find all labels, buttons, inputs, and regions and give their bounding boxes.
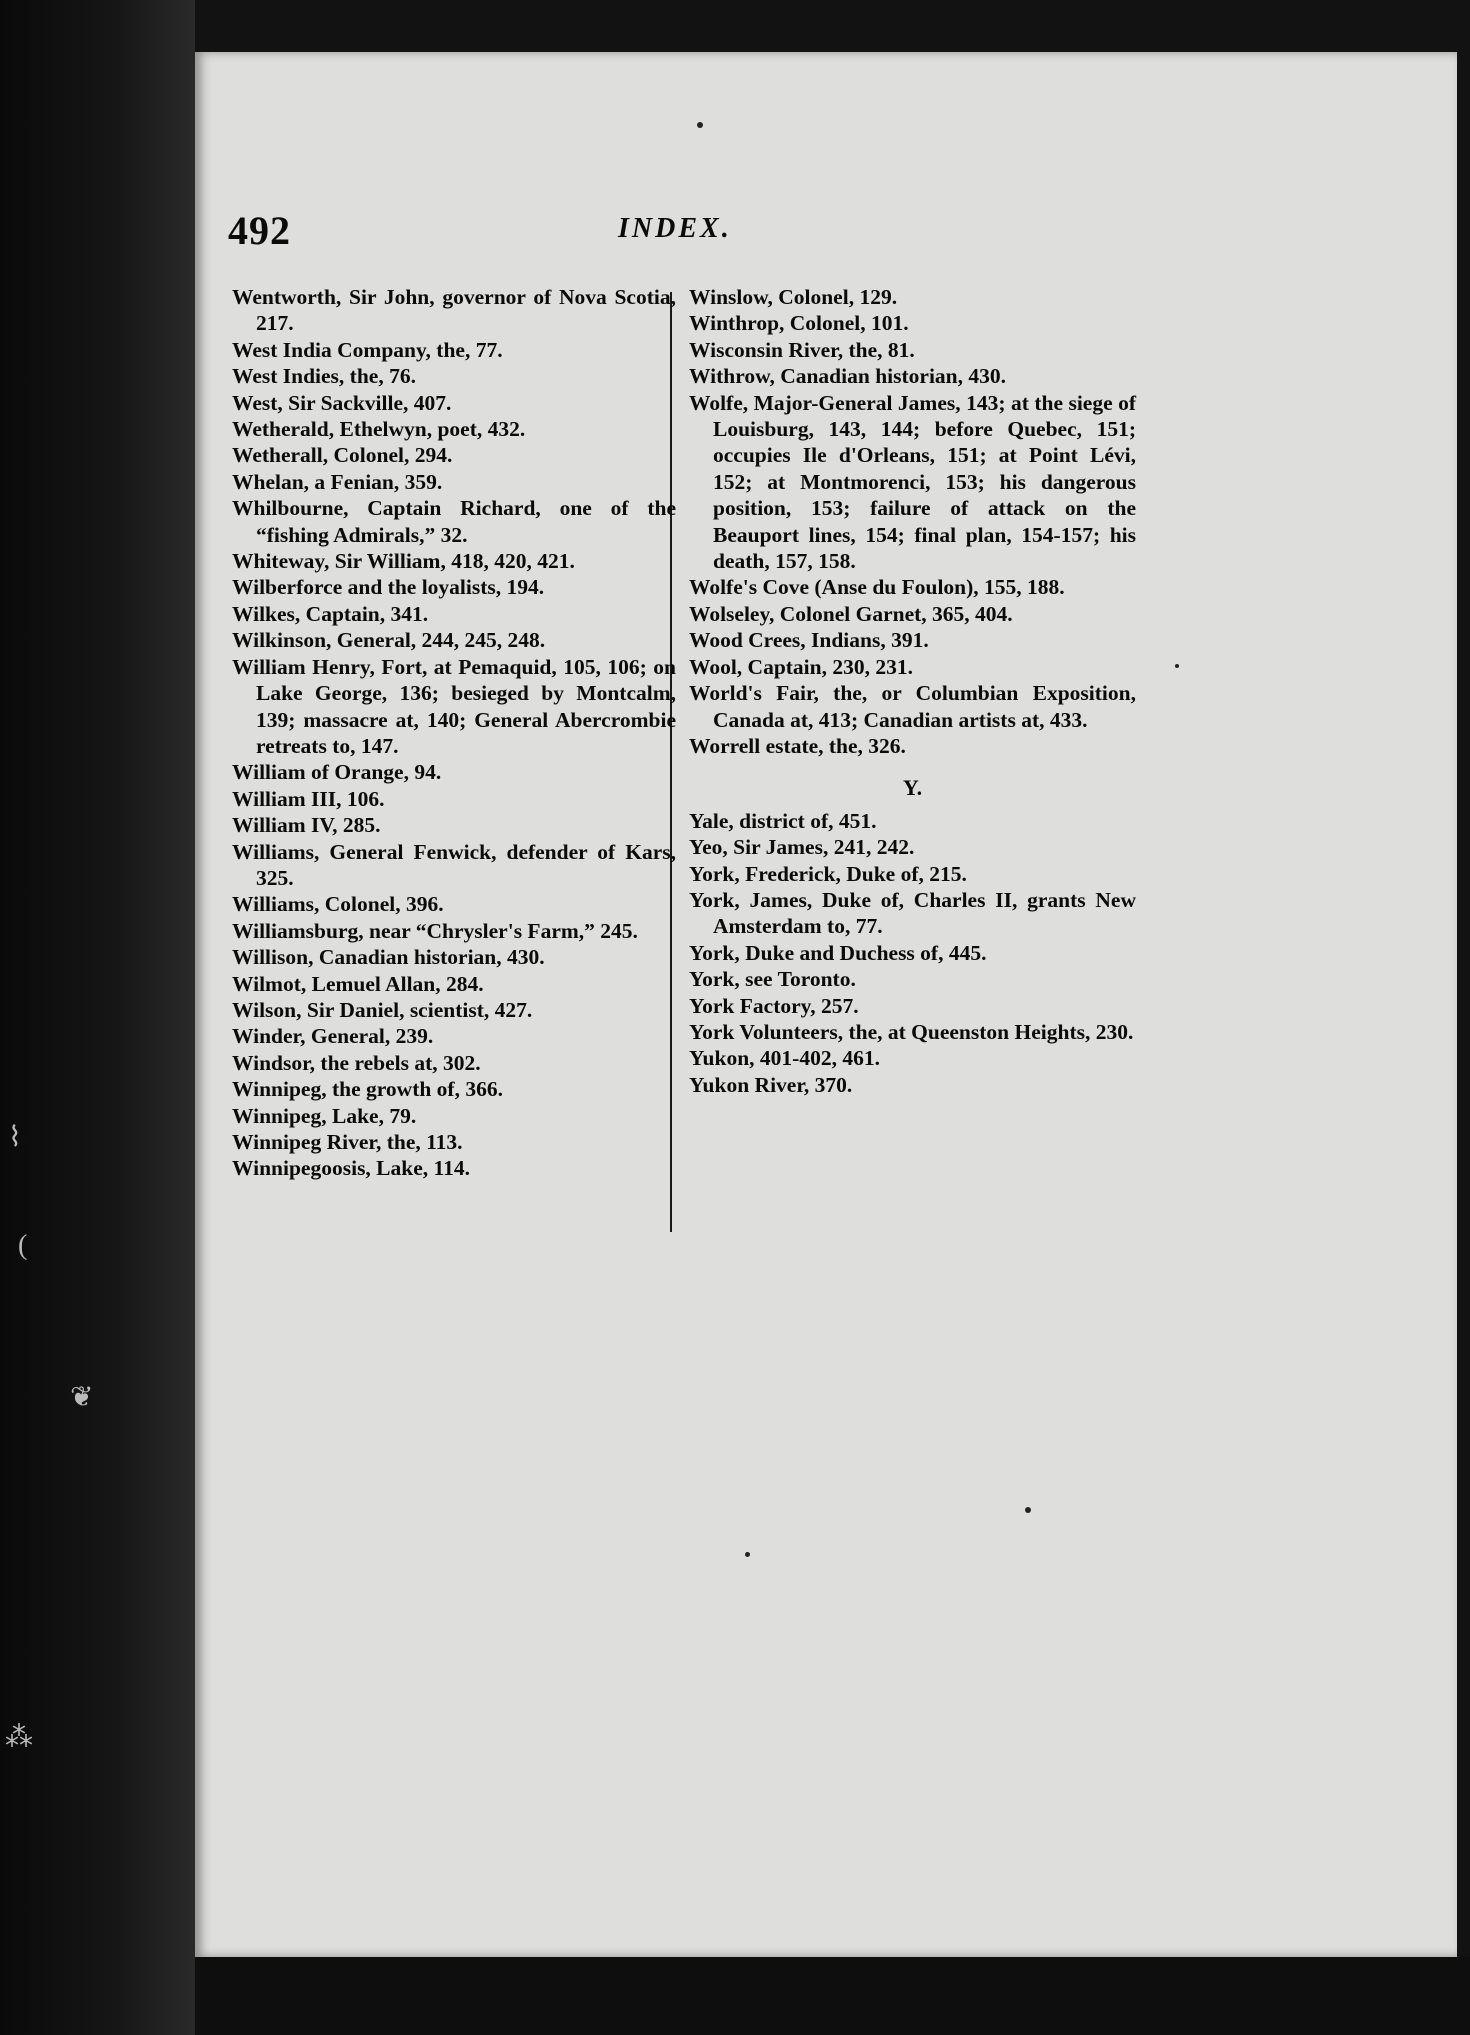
index-entry: Wilkinson, General, 244, 245, 248. <box>232 628 546 653</box>
index-entry: Winthrop, Colonel, 101. <box>689 311 909 336</box>
index-entry: Willison, Canadian historian, 430. <box>232 945 545 970</box>
dust-speck <box>1025 1507 1031 1513</box>
index-entry: Yukon, 401-402, 461. <box>689 1046 880 1071</box>
index-entry: Wood Crees, Indians, 391. <box>689 628 929 653</box>
index-entry: William III, 106. <box>232 786 385 811</box>
index-entry: Wilmot, Lemuel Allan, 284. <box>232 971 484 996</box>
index-entry: Yukon River, 370. <box>689 1072 853 1097</box>
index-entry: West India Company, the, 77. <box>232 337 503 362</box>
index-entry: Yale, district of, 451. <box>689 808 877 833</box>
index-entry: Wetherall, Colonel, 294. <box>232 443 453 468</box>
index-entry: Whilbourne, Captain Richard, one of the “fishing Admirals,” 32. <box>232 496 676 547</box>
index-entry: Wolfe, Major-General James, 143; at the siege of Louisburg, 143, 144; before Quebec, 151; occupies Ile d'Orleans, 151; at Point Lévi, 152; at Montmorenci, 153; his dangerous position, 153; failure of attack on the Beauport lines, 154; final plan, 154-157; his death, 157, 158. <box>689 390 1136 574</box>
index-entry: William Henry, Fort, at Pemaquid, 105, 106; on Lake George, 136; besieged by Montcalm, 139; massacre at, 140; General Abercrombie retreats to, 147. <box>232 654 676 758</box>
index-entry: Wolseley, Colonel Garnet, 365, 404. <box>689 601 1013 626</box>
index-entry: York Factory, 257. <box>689 993 859 1018</box>
index-entry: Worrell estate, the, 326. <box>689 733 906 758</box>
index-column-right <box>689 284 1136 1098</box>
index-entry: Winslow, Colonel, 129. <box>689 285 898 309</box>
index-entry: Williams, General Fenwick, defender of Kars, 325. <box>232 839 676 890</box>
page-number: 492 <box>228 208 291 253</box>
scan-bottom-edge <box>195 1957 1470 2035</box>
index-entry: Wilberforce and the loyalists, 194. <box>232 575 545 600</box>
index-entry: West Indies, the, 76. <box>232 364 416 389</box>
book-spine-edge <box>0 0 195 2035</box>
dust-speck <box>697 122 703 128</box>
section-letter-y: Y. <box>902 775 923 801</box>
index-entry: Winnipeg River, the, 113. <box>232 1130 463 1154</box>
index-entry: Yeo, Sir James, 241, 242. <box>689 835 915 860</box>
index-entry: York Volunteers, the, at Queenston Heights, 230. <box>689 1019 1134 1044</box>
index-entry: Winnipeg, Lake, 79. <box>232 1103 417 1128</box>
index-entry: Wentworth, Sir John, governor of Nova Scotia, 217. <box>232 285 676 336</box>
index-entry: Williamsburg, near “Chrysler's Farm,” 245. <box>232 918 638 943</box>
index-entry: William IV, 285. <box>232 813 381 838</box>
index-entry: York, James, Duke of, Charles II, grants New Amsterdam to, 77. <box>689 887 1136 939</box>
index-entry: York, Duke and Duchess of, 445. <box>689 940 987 965</box>
spine-speck: ⌇ <box>8 1122 22 1153</box>
page-header <box>0 205 1470 265</box>
index-entry: Wetherald, Ethelwyn, poet, 432. <box>232 417 526 442</box>
index-entry: Winnipeg, the growth of, 366. <box>232 1077 503 1102</box>
index-entry: Wolfe's Cove (Anse du Foulon), 155, 188. <box>689 575 1065 600</box>
spine-speck: ( <box>18 1230 28 1261</box>
dust-speck <box>1175 664 1179 668</box>
spine-speck: ⁂ <box>5 1722 33 1753</box>
index-entry: Wool, Captain, 230, 231. <box>689 654 913 679</box>
index-entry: Winnipegoosis, Lake, 114. <box>232 1156 470 1181</box>
index-entry: York, Frederick, Duke of, 215. <box>689 861 967 886</box>
index-entry: Winder, General, 239. <box>232 1024 434 1049</box>
index-entry: York, see Toronto. <box>689 967 856 992</box>
index-entry: West, Sir Sackville, 407. <box>232 390 452 415</box>
index-entry: Whelan, a Fenian, 359. <box>232 469 443 494</box>
index-entry: Wilkes, Captain, 341. <box>232 601 429 626</box>
index-entry: Williams, Colonel, 396. <box>232 892 444 917</box>
index-entry: World's Fair, the, or Columbian Exposition, Canada at, 413; Canadian artists at, 433. <box>689 681 1136 732</box>
index-column-left <box>232 284 676 1182</box>
index-entry: Wisconsin River, the, 81. <box>689 337 915 362</box>
spine-speck: ❦ <box>70 1382 94 1413</box>
index-entry: Whiteway, Sir William, 418, 420, 421. <box>232 549 575 574</box>
running-title: INDEX. <box>618 213 732 244</box>
index-entry: Wilson, Sir Daniel, scientist, 427. <box>232 997 533 1022</box>
dust-speck <box>745 1552 750 1557</box>
index-entry: Withrow, Canadian historian, 430. <box>689 364 1006 389</box>
index-entry: Windsor, the rebels at, 302. <box>232 1050 481 1075</box>
index-entry: William of Orange, 94. <box>232 760 442 785</box>
